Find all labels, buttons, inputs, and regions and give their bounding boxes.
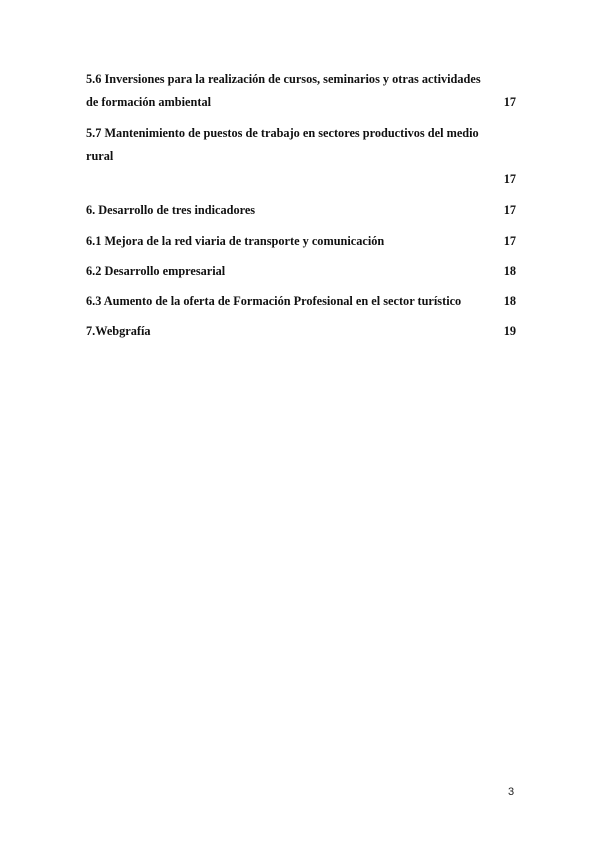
toc-entry-title: 7.Webgrafía [86,324,151,338]
toc-entry-title: 6.2 Desarrollo empresarial [86,264,226,278]
toc-entry[interactable] [86,68,516,114]
toc-entry-title: 6.3 Aumento de la oferta de Formación Profesional en el sector turístico [86,294,462,308]
toc-entry-page: 18 [503,294,516,308]
toc-entry[interactable] [86,199,516,222]
toc-entry-page: 17 [503,172,516,186]
toc-entry[interactable] [86,122,516,191]
toc-entry-title: 5.7 Mantenimiento de puestos de trabajo en sectores productivos del medio rural [86,126,479,163]
toc-entry-page: 17 [503,234,516,248]
toc-entry[interactable] [86,230,516,253]
toc-entry-title: 6.1 Mejora de la red viaria de transporte y comunicación [86,234,385,248]
toc-entry[interactable] [86,290,516,313]
toc-entry-page: 19 [503,324,516,338]
toc-entry-title: 6. Desarrollo de tres indicadores [86,203,256,217]
toc-entry-page: 17 [503,95,516,109]
toc-entry[interactable] [86,260,516,283]
page-number: 3 [508,786,515,798]
table-of-contents [86,68,516,343]
toc-entry-page: 17 [503,203,516,217]
toc-entry-page: 18 [503,264,516,278]
toc-entry[interactable] [86,320,516,343]
toc-entry-title: 5.6 Inversiones para la realización de cursos, seminarios y otras actividades de formación ambiental [86,72,481,109]
